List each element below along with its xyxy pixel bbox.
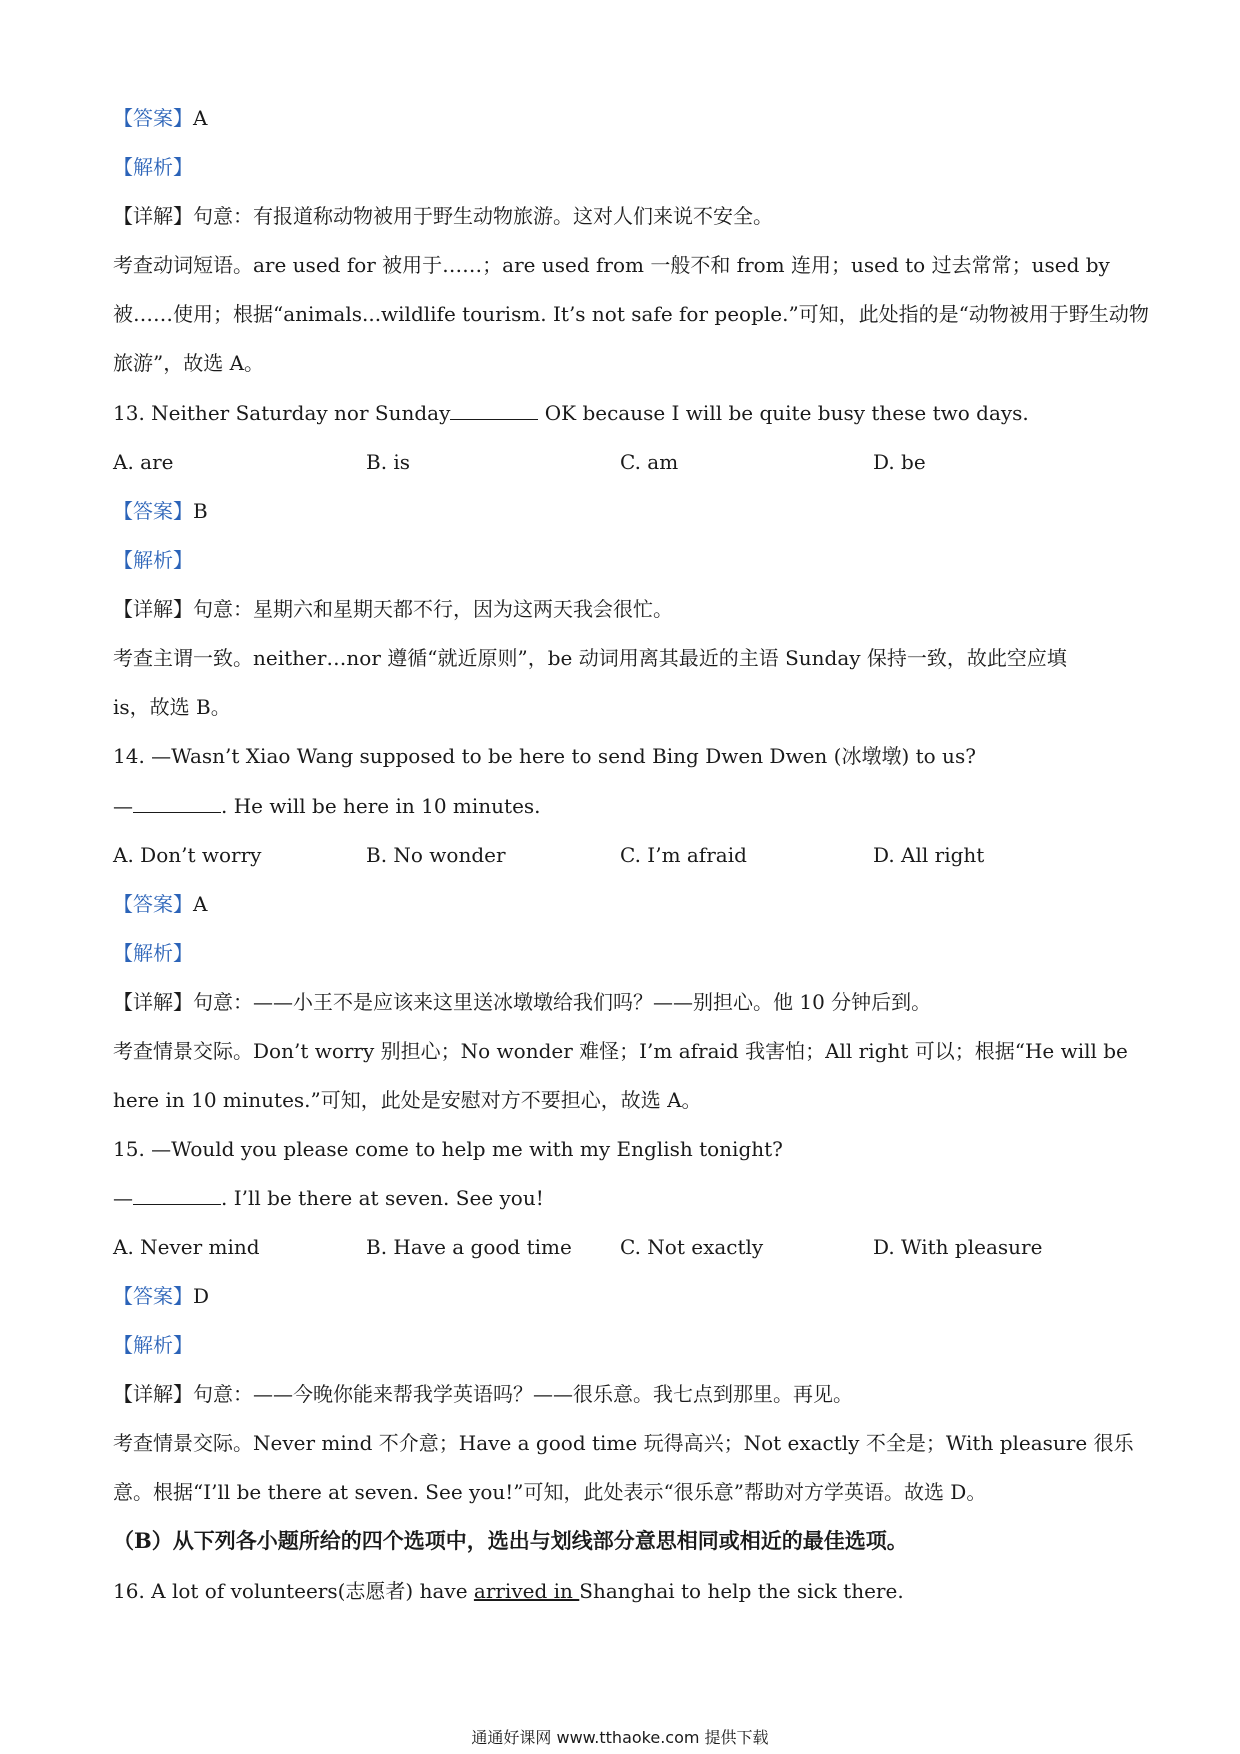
q13-analysis-line: [113, 545, 1133, 575]
answer-value: D: [193, 1284, 210, 1308]
detail-tag: 【详解】: [113, 990, 193, 1014]
q14-reply-dash: —: [113, 794, 133, 818]
detail-text: 句意：——小王不是应该来这里送冰墩墩给我们吗？——别担心。他 10 分钟后到。: [193, 990, 932, 1014]
analysis-tag: 【解析】: [113, 155, 193, 179]
answer-tag: 【答案】: [113, 1284, 193, 1308]
q12-answer-line: [113, 103, 1133, 133]
q15-analysis-line: [113, 1330, 1133, 1360]
q13-question-end: OK because I will be quite busy these two days.: [538, 401, 1029, 425]
detail-tag: 【详解】: [113, 1382, 193, 1406]
q14-reply: [113, 791, 1133, 821]
q13-option-a: A. are: [113, 450, 174, 474]
q14-option-a: A. Don’t worry: [113, 843, 262, 867]
q15-option-c: C. Not exactly: [620, 1235, 764, 1259]
q16-question: [113, 1576, 1133, 1606]
q13-answer-line: [113, 496, 1133, 526]
q13-detail-line: [113, 594, 1133, 624]
q14-analysis-line: [113, 938, 1133, 968]
q15-question: 15. —Would you please come to help me with my English tonight?: [113, 1137, 783, 1161]
q13-option-b: B. is: [366, 450, 411, 474]
section-b-heading: （B）从下列各小题所给的四个选项中，选出与划线部分意思相同或相近的最佳选项。: [113, 1528, 908, 1553]
q12-explanation-3: 旅游”，故选 A。: [113, 351, 265, 375]
q13-option-d: D. be: [873, 450, 926, 474]
q14-explanation-2: here in 10 minutes.”可知，此处是安慰对方不要担心，故选 A。: [113, 1088, 702, 1112]
q16-question-start: 16. A lot of volunteers(志愿者) have: [113, 1579, 474, 1603]
analysis-tag: 【解析】: [113, 548, 193, 572]
q16-underlined-phrase: arrived in: [473, 1579, 580, 1603]
q13-explanation-2: is，故选 B。: [113, 695, 231, 719]
answer-tag: 【答案】: [113, 892, 193, 916]
q15-answer-line: [113, 1281, 1133, 1311]
q15-explanation-2: 意。根据“I’ll be there at seven. See you!”可知，此处表示“很乐意”帮助对方学英语。故选 D。: [113, 1480, 987, 1504]
page-footer: 通通好课网 www.tthaoke.com 提供下载: [471, 1728, 769, 1747]
q14-option-d: D. All right: [873, 843, 985, 867]
answer-tag: 【答案】: [113, 106, 193, 130]
q14-option-b: B. No wonder: [366, 843, 506, 867]
q15-blank: [133, 1184, 221, 1205]
q15-reply-dash: —: [113, 1186, 133, 1210]
detail-text: 句意：星期六和星期天都不行，因为这两天我会很忙。: [193, 597, 673, 621]
q14-blank: [133, 792, 221, 813]
analysis-tag: 【解析】: [113, 941, 193, 965]
q15-explanation-1: 考查情景交际。Never mind 不介意；Have a good time 玩得高兴；Not exactly 不全是；With pleasure 很乐: [113, 1431, 1134, 1455]
detail-tag: 【详解】: [113, 597, 193, 621]
q13-blank: [450, 399, 538, 420]
q15-detail-line: [113, 1379, 1133, 1409]
answer-value: A: [193, 106, 208, 130]
q14-explanation-1: 考查情景交际。Don’t worry 别担心；No wonder 难怪；I’m afraid 我害怕；All right 可以；根据“He will be: [113, 1039, 1128, 1063]
detail-tag: 【详解】: [113, 204, 193, 228]
q14-option-c: C. I’m afraid: [620, 843, 747, 867]
q12-detail-line: [113, 201, 1133, 231]
answer-tag: 【答案】: [113, 499, 193, 523]
q16-question-end: Shanghai to help the sick there.: [579, 1579, 904, 1603]
detail-text: 句意：有报道称动物被用于野生动物旅游。这对人们来说不安全。: [193, 204, 773, 228]
analysis-tag: 【解析】: [113, 1333, 193, 1357]
answer-value: A: [193, 892, 208, 916]
q12-analysis-line: [113, 152, 1133, 182]
q12-explanation-1: 考查动词短语。are used for 被用于……；are used from 一般不和 from 连用；used to 过去常常；used by: [113, 253, 1110, 277]
q14-detail-line: [113, 987, 1133, 1017]
q15-reply: [113, 1183, 1133, 1213]
q15-option-b: B. Have a good time: [366, 1235, 572, 1259]
q14-reply-end: . He will be here in 10 minutes.: [221, 794, 541, 818]
q14-question: 14. —Wasn’t Xiao Wang supposed to be here to send Bing Dwen Dwen (冰墩墩) to us?: [113, 744, 976, 768]
q15-option-a: A. Never mind: [113, 1235, 260, 1259]
q15-reply-end: . I’ll be there at seven. See you!: [221, 1186, 544, 1210]
answer-value: B: [193, 499, 208, 523]
q13-explanation-1: 考查主谓一致。neither…nor 遵循“就近原则”，be 动词用离其最近的主语 Sunday 保持一致，故此空应填: [113, 646, 1067, 670]
q14-answer-line: [113, 889, 1133, 919]
q13-question-start: 13. Neither Saturday nor Sunday: [113, 401, 451, 425]
q12-explanation-2: 被……使用；根据“animals...wildlife tourism. It’s not safe for people.”可知，此处指的是“动物被用于野生动物: [113, 302, 1149, 326]
detail-text: 句意：——今晚你能来帮我学英语吗？——很乐意。我七点到那里。再见。: [193, 1382, 853, 1406]
q13-option-c: C. am: [620, 450, 679, 474]
q15-option-d: D. With pleasure: [873, 1235, 1043, 1259]
q13-question: [113, 398, 1133, 428]
